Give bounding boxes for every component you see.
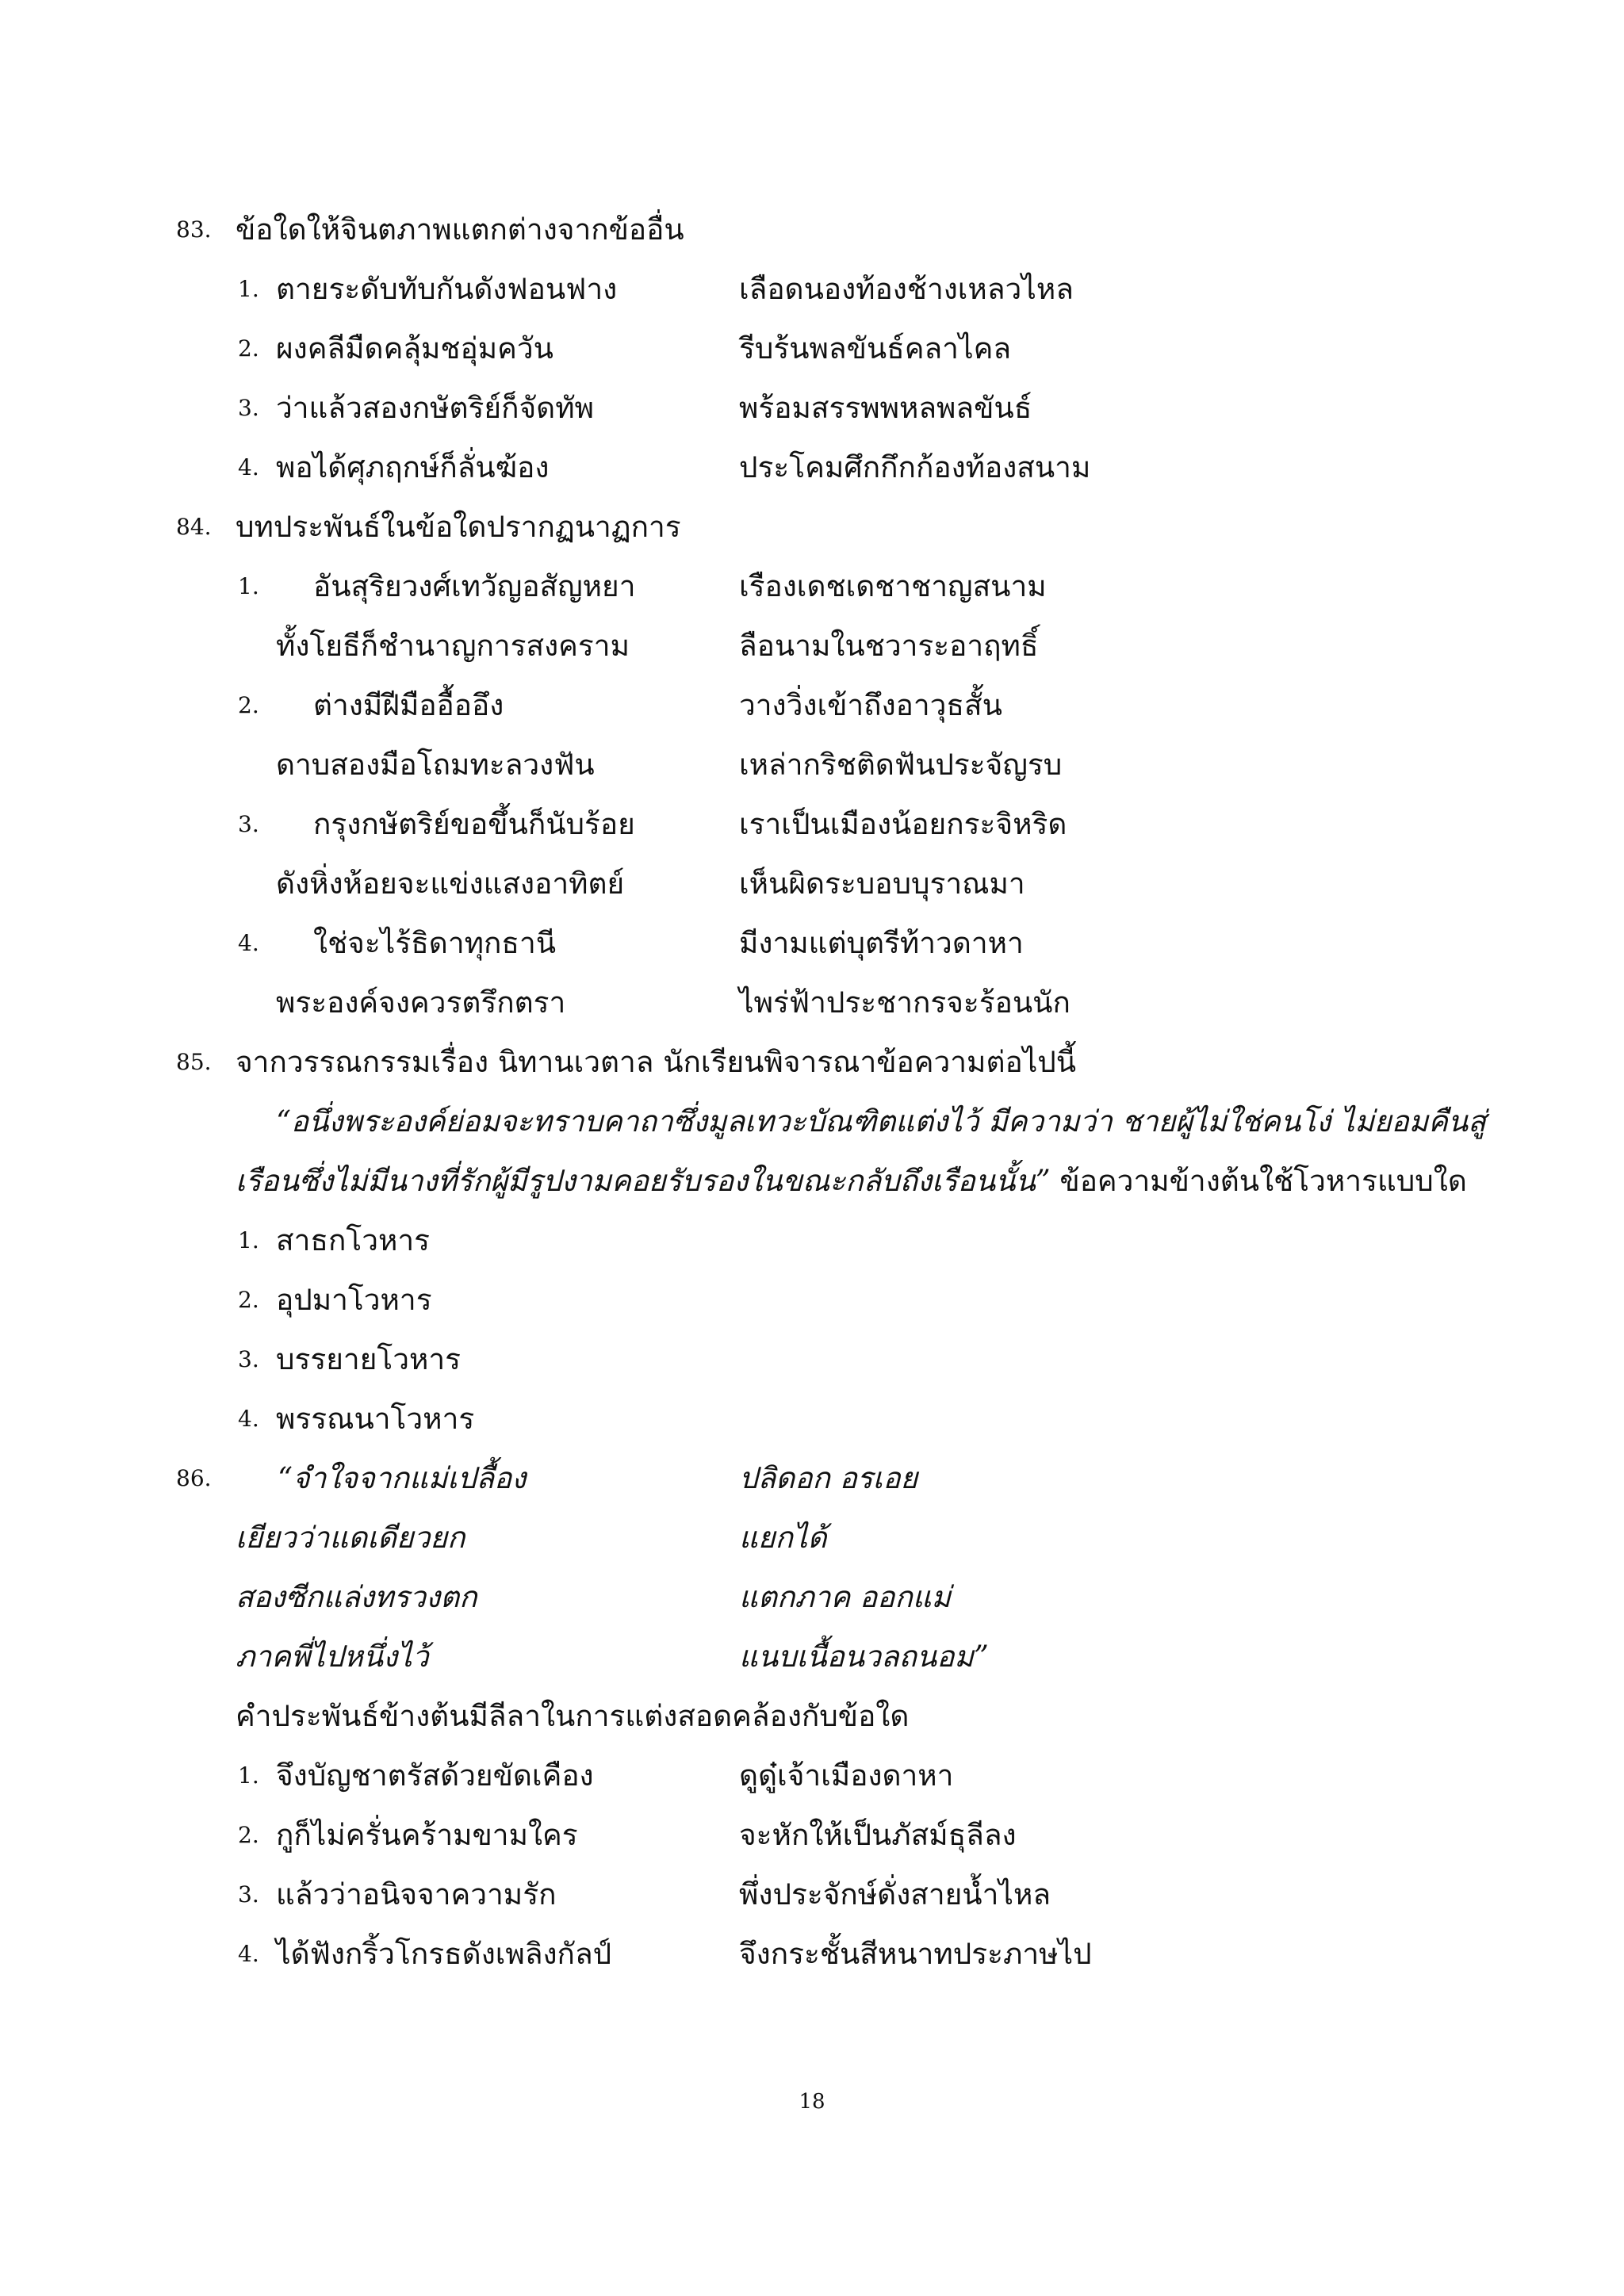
option-number: 1. [238,573,259,599]
option-verse-a: ดังหิ่งห้อยจะแข่งแสงอาทิตย์ [276,867,625,901]
poem-verse-a: สองซีกแล่งทรวงตก [236,1580,477,1614]
option-verse-b: พึ่งประจักษ์ดั่งสายน้ำไหล [739,1877,1051,1911]
option-number: 3. [238,811,259,837]
option-number: 2. [238,1822,259,1848]
option-verse-b: พร้อมสรรพพหลพลขันธ์ [739,391,1032,425]
page-number: 18 [799,2090,825,2114]
option-text: สาธกโวหาร [276,1223,431,1257]
question-number: 85. [176,1049,212,1075]
option-verse-a: กรุงกษัตริย์ขอขึ้นก็นับร้อย [313,807,635,841]
option-number: 1. [238,1227,259,1253]
option-number: 2. [238,335,259,362]
option-verse-a: กูก็ไม่ครั่นคร้ามขามใคร [276,1818,578,1852]
option-text: พรรณนาโวหาร [276,1402,475,1436]
option-verse-b: รีบร้นพลขันธ์คลาไคล [739,331,1011,365]
poem-verse-a: ภาคพี่ไปหนึ่งไว้ [236,1640,429,1674]
option-verse-a: ทั้งโยธีก็ชำนาญการสงคราม [276,629,630,663]
option-verse-b: วางวิ่งเข้าถึงอาวุธสั้น [739,688,1002,722]
question-number: 83. [176,216,212,243]
option-verse-a: ตายระดับทับกันดังฟอนฟาง [276,272,618,306]
question-number: 84. [176,514,212,540]
quote-line-1: “อนึ่งพระองค์ย่อมจะทราบคาถาซึ่งมูลเทวะบัณฑิตแต่งไว้ มีความว่า ชายผู้ไม่ใช่คนโง่ ไม่ยอมคืนสู่ [276,1104,1486,1138]
option-verse-b: เลือดนองท้องช้างเหลวไหล [739,272,1074,306]
poem-verse-b: แตกภาค ออกแม่ [739,1580,952,1614]
option-verse-a: ใช่จะไร้ธิดาทุกธานี [313,926,557,960]
option-verse-b: ลือนามในชวาระอาฤทธิ์ [739,629,1039,663]
option-verse-b: ไพร่ฟ้าประชากรจะร้อนนัก [739,985,1071,1020]
option-verse-b: เราเป็นเมืองน้อยกระจิหริด [739,807,1067,841]
question-text: บทประพันธ์ในข้อใดปรากฏนาฏการ [236,510,681,544]
quote-line-2 [236,1154,1467,1209]
option-number: 3. [238,1346,259,1372]
option-verse-a: ได้ฟังกริ้วโกรธดังเพลิงกัลป์ [276,1937,612,1971]
option-number: 4. [238,930,259,956]
option-verse-b: จะหักให้เป็นภัสม์ธุลีลง [739,1818,1017,1852]
option-verse-a: แล้วว่าอนิจจาความรัก [276,1877,557,1911]
option-verse-b: ประโคมศึกกึกก้องท้องสนาม [739,450,1091,484]
option-verse-a: จึงบัญชาตรัสด้วยขัดเคือง [276,1758,594,1793]
question-number: 86. [176,1465,212,1491]
option-verse-b: มีงามแต่บุตรีท้าวดาหา [739,926,1024,960]
poem-verse-a: “จำใจจากแม่เปลื้อง [278,1461,527,1495]
option-text: บรรยายโวหาร [276,1342,462,1376]
option-number: 2. [238,1287,259,1313]
option-number: 4. [238,454,259,480]
question-86-text: คำประพันธ์ข้างต้นมีลีลาในการแต่งสอดคล้องกับข้อใด [236,1699,910,1733]
option-verse-b: เหล่ากริชติดฟันประจัญรบ [739,748,1063,782]
quote-text: เรือนซึ่งไม่มีนางที่รักผู้มีรูปงามคอยรับรองในขณะกลับถึงเรือนนั้น” [236,1164,1051,1198]
option-verse-a: อันสุริยวงศ์เทวัญอสัญหยา [313,569,636,603]
option-verse-b: จึงกระชั้นสีหนาทประภาษไป [739,1937,1092,1971]
question-text: จากวรรณกรรมเรื่อง นิทานเวตาล นักเรียนพิจารณาข้อความต่อไปนี้ [236,1045,1077,1079]
option-verse-a: พอได้ศุภฤกษ์ก็ลั่นฆ้อง [276,450,550,484]
option-number: 2. [238,692,259,718]
option-number: 4. [238,1941,259,1967]
question-text: ข้อใดให้จินตภาพแตกต่างจากข้ออื่น [236,212,684,247]
option-text: อุปมาโวหาร [276,1283,432,1317]
poem-verse-b: แนบเนื้อนวลถนอม” [739,1640,989,1674]
option-verse-b: เรืองเดชเดชาชาญสนาม [739,569,1047,603]
poem-verse-b: แยกได้ [739,1521,827,1555]
option-verse-a: ว่าแล้วสองกษัตริย์ก็จัดทัพ [276,391,594,425]
option-number: 1. [238,1762,259,1789]
quote-question: ข้อความข้างต้นใช้โวหารแบบใด [1050,1164,1467,1198]
option-verse-b: ดูดู๋เจ้าเมืองดาหา [739,1758,954,1793]
poem-verse-b: ปลิดอก อรเอย [739,1461,918,1495]
option-verse-a: ผงคลีมืดคลุ้มชอุ่มควัน [276,331,553,365]
option-verse-a: ต่างมีฝีมืออื้ออึง [313,688,504,722]
option-number: 3. [238,1881,259,1908]
poem-verse-a: เยียวว่าแดเดียวยก [236,1521,465,1555]
option-number: 4. [238,1406,259,1432]
option-verse-a: ดาบสองมือโถมทะลวงฟัน [276,748,595,782]
option-verse-b: เห็นผิดระบอบบุราณมา [739,867,1025,901]
option-number: 1. [238,276,259,302]
option-number: 3. [238,395,259,421]
option-verse-a: พระองค์จงควรตรึกตรา [276,985,566,1020]
